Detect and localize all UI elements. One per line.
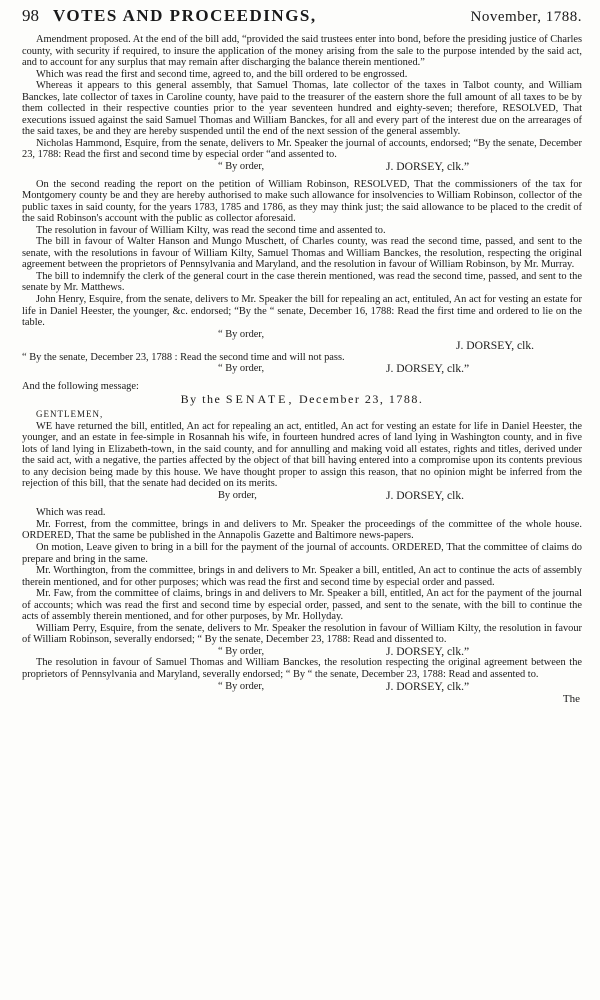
by-order: “ By order, <box>218 161 265 173</box>
by-order: “ By order, <box>218 328 265 340</box>
by-order: By order, <box>218 489 257 501</box>
signature-line <box>22 363 582 375</box>
paragraph-indemnify: The bill to indemnify the clerk of the general court in the case therein mentioned, was read the second time, passed, and sent to the senate by Mr. Matthews. <box>22 270 582 294</box>
senate-heading-by: By the <box>180 392 222 407</box>
clerk-signature: J. DORSEY, clk. <box>386 488 465 502</box>
signature-line <box>22 490 582 502</box>
clerk-signature: J. DORSEY, clk.” <box>386 362 470 376</box>
by-order: “ By order, <box>218 680 265 692</box>
senate-heading-date: December 23, 1788. <box>299 392 424 407</box>
clerk-signature: J. DORSEY, clk.” <box>386 644 470 658</box>
salutation: GENTLEMEN, <box>36 408 104 419</box>
senate-heading-senate: SENATE, <box>225 392 295 407</box>
page-title: VOTES AND PROCEEDINGS, <box>53 6 317 25</box>
signature-line <box>22 681 582 693</box>
paragraph-perry: William Perry, Esquire, from the senate, delivers to Mr. Speaker the resolution in favour of William Kilty, the resolution in favour of William Robinson, severally endorsed; “ By the senate, December 23, 1788: Read and dissented to. <box>22 622 582 646</box>
clerk-signature: J. DORSEY, clk. <box>456 339 535 353</box>
paragraph-forrest: Mr. Forrest, from the committee, brings in and delivers to Mr. Speaker the proceedings of the committee of the whole house. ORDERED, That the same be published in the Annapolis Gazette and Baltimore news-papers. <box>22 518 582 542</box>
running-head <box>22 6 582 30</box>
message-intro: And the following message: <box>22 380 139 392</box>
by-order: “ By order, <box>218 363 265 375</box>
signature-line <box>22 646 582 658</box>
paragraph-henry: John Henry, Esquire, from the senate, delivers to Mr. Speaker the bill for repealing an act, entituled, An act for vesting an estate for life in Daniel Heester, the younger, &c. endorsed; “By the “ senate, December 16, 1788: Read the first time and ordered to lie on the table. <box>22 294 582 329</box>
senate-message: WE have returned the bill, entitled, An act for repealing an act, entitled, An act for vesting an estate for life in Daniel Heester, the younger, and an estate in fee-simple in Rosannah his wife, in fourteen hundred acres of land lying in Washington county, and in five lots of land lying in Elizabeth-town, in the said county, and for annulling and making void all estates, rights and titles, derived under the said act, with a negative, the parties affected by the object of that bill having entered into a compromise upon its contents previous to any decision being made by this house. We have thought proper to assign this reason, that no opinion might be inferred from the rejection of this bill, that the senate had decided on its merits. <box>22 420 582 490</box>
clerk-signature: J. DORSEY, clk.” <box>386 679 470 693</box>
paragraph-hanson-bill: The bill in favour of Walter Hanson and Mungo Muschett, of Charles county, was read the second time, passed, and sent to the senate, with the resolutions in favour of William Kilty, Samuel Thomas and William Banckes, the resolution, respecting the original agreement between the proprietors of Pennsylvania and Maryland, and the resolution in favour of William Robinson, by Mr. Murray. <box>22 236 582 271</box>
paragraph-faw: Mr. Faw, from the committee of claims, brings in and delivers to Mr. Speaker a bill, entitled, An act for the payment of the journal of accounts; which was read the first and second time by especial order, passed, and sent to the senate, with the bill to continue the acts of assembly therein mentioned, and for other purposes, by Mr. Hollyday. <box>22 588 582 623</box>
body-text <box>22 34 582 706</box>
endorsement-line: “ By the senate, December 23, 1788 : Read the second time and will not pass. <box>22 351 345 363</box>
running-date: November, 1788. <box>470 9 582 25</box>
page-number: 98 <box>22 6 39 25</box>
paragraph-hammond: Nicholas Hammond, Esquire, from the senate, delivers to Mr. Speaker the journal of accounts, endorsed; “By the senate, December 23, 1788: Read the first and second time by especial order “and assented to. <box>22 137 582 161</box>
clerk-signature: J. DORSEY, clk.” <box>386 160 470 174</box>
signature-line <box>22 340 582 352</box>
paragraph-which-read: Which was read. <box>36 507 106 519</box>
catchword: The <box>562 693 580 706</box>
paragraph-final: The resolution in favour of Samuel Thomas and William Banckes, the resolution respecting the original agreement between the proprietors of Pennsylvania and Maryland, severally endorsed; “ By “ the senate, December 23, 1788: Read and assented to. <box>22 657 582 680</box>
paragraph-resolution-thomas: Whereas it appears to this general assembly, that Samuel Thomas, late collector of the taxes in Talbot county, and William Banckes, late collector of taxes in Caroline county, have paid to the treasurer of the eastern shore the full amount of all taxes to be by them collected in their respective counties prior to the year seventeen hundred and eighty-seven; therefore, RESOLVED, That executions issued against the said Samuel Thomas and William Banckes, for all and every part of the interest due on the arrearages of the said taxes, be and they are hereby suspended until the end of the next session of the general assembly. <box>22 80 582 138</box>
senate-heading <box>22 394 582 406</box>
by-order: “ By order, <box>218 645 265 657</box>
signature-line <box>22 161 582 173</box>
paragraph-engrossed: Which was read the first and second time, agreed to, and the bill ordered to be engrossed. <box>36 68 408 80</box>
paragraph-amendment: Amendment proposed. At the end of the bill add, “provided the said trustees enter into bond, before the presiding justice of Charles county, with security if required, to insure the application of the money arising from the sale to the purpose intended by the said act, and to account for any surplus that may remain after discharging the balance therein mentioned.” <box>22 34 582 69</box>
paragraph-robinson: On the second reading the report on the petition of William Robinson, RESOLVED, That the commissioners of the tax for Montgomery county be and they are hereby authorised to make such allowance for insolvencies to William Robinson, collector of the public taxes in said county, for the years 1783, 1785 and 1786, as they may think just; the said allowance to be placed to the credit of the said Robinson's account with the public as collector aforesaid. <box>22 178 582 225</box>
paragraph-motion: On motion, Leave given to bring in a bill for the payment of the journal of accounts. ORDERED, That the committee of claims do prepare and bring in the same. <box>22 541 582 565</box>
paragraph-kilty: The resolution in favour of William Kilty, was read the second time and assented to. <box>36 224 386 236</box>
paragraph-worthington: Mr. Worthington, from the committee, brings in and delivers to Mr. Speaker a bill, entitled, An act to continue the acts of assembly therein mentioned, and for other purposes; which was read the first and second time by especial order and passed. <box>22 565 582 588</box>
